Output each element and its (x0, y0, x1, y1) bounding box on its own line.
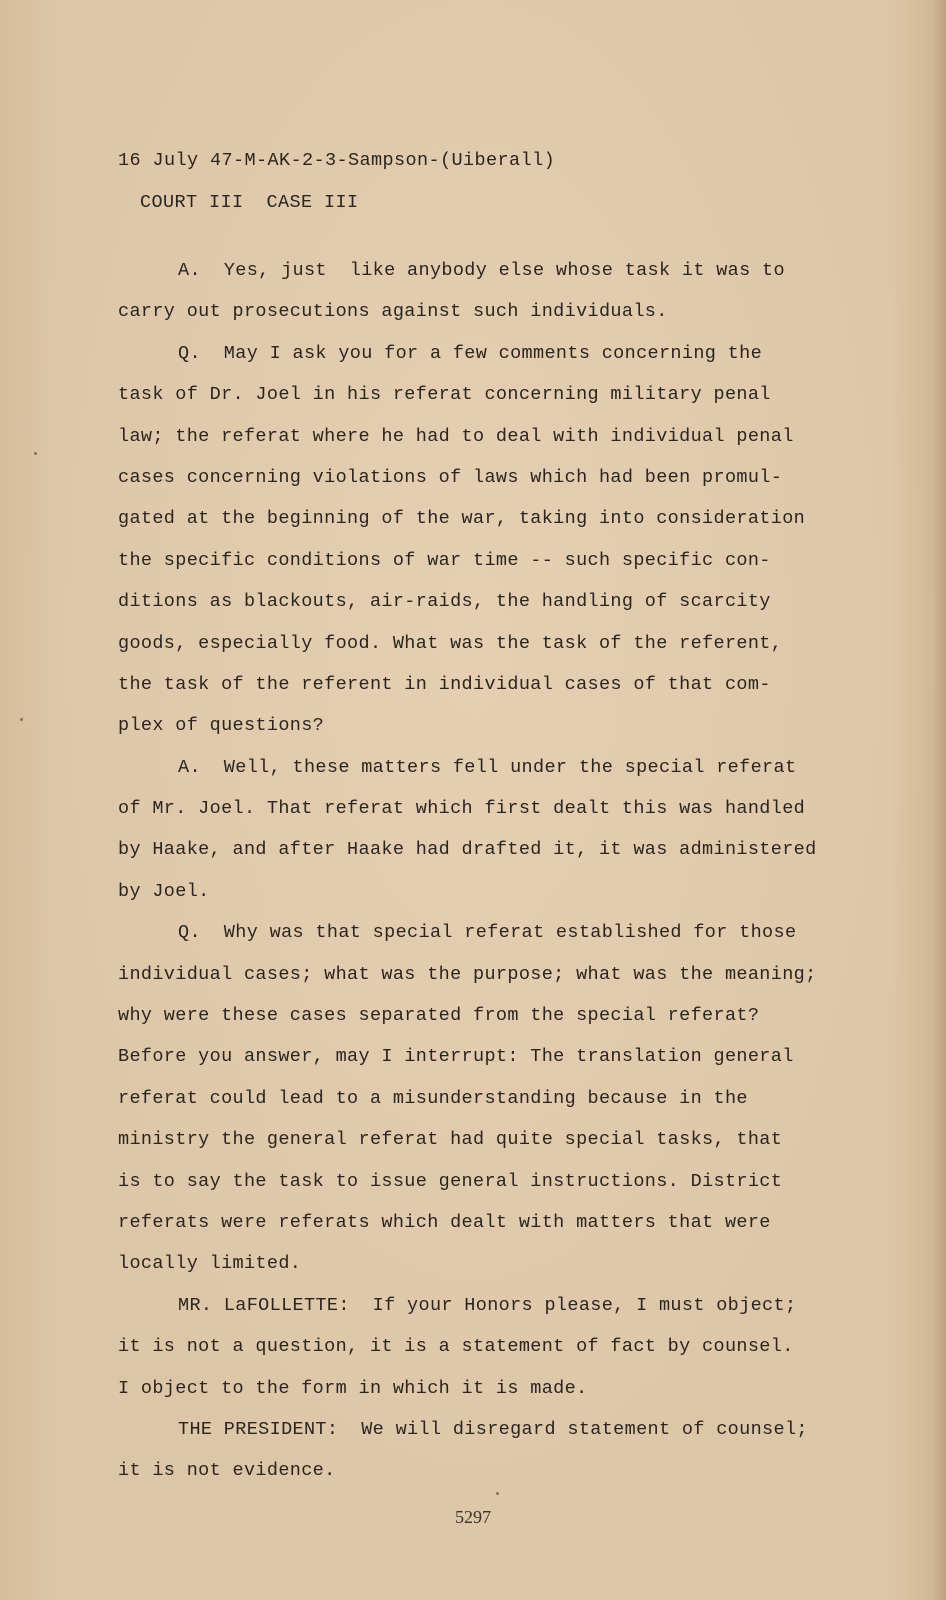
transcript-line: cases concerning violations of laws which had been promul- (118, 466, 783, 488)
transcript-line: MR. LaFOLLETTE: If your Honors please, I must object; (178, 1294, 797, 1316)
transcript-line: by Joel. (118, 880, 210, 902)
paper-speck (34, 452, 37, 455)
transcript-line: the specific conditions of war time -- such specific con- (118, 549, 771, 571)
paper-speck (496, 1492, 499, 1495)
transcript-body (118, 250, 878, 1492)
transcript-line: law; the referat where he had to deal with individual penal (118, 425, 794, 447)
transcript-line: referats were referats which dealt with matters that were (118, 1211, 771, 1233)
transcript-line: Before you answer, may I interrupt: The translation general (118, 1046, 794, 1068)
document-header-reference: 16 July 47-M-AK-2-3-Sampson-(Uiberall) (118, 150, 556, 171)
transcript-line: by Haake, and after Haake had drafted it, it was administered (118, 839, 817, 861)
transcript-line: I object to the form in which it is made. (118, 1377, 588, 1399)
transcript-line: goods, especially food. What was the task of the referent, (118, 632, 783, 654)
page-edge-shadow (932, 0, 946, 1600)
transcript-line: it is not a question, it is a statement of fact by counsel. (118, 1336, 794, 1358)
transcript-line: carry out prosecutions against such individuals. (118, 301, 668, 323)
transcript-line: THE PRESIDENT: We will disregard statement of counsel; (178, 1418, 808, 1440)
transcript-line: is to say the task to issue general instructions. District (118, 1170, 783, 1192)
transcript-line: of Mr. Joel. That referat which first dealt this was handled (118, 798, 806, 820)
document-header-court: COURT III CASE III (140, 192, 359, 213)
transcript-line: it is not evidence. (118, 1460, 336, 1482)
transcript-line: Q. May I ask you for a few comments concerning the (178, 342, 763, 364)
transcript-line: task of Dr. Joel in his referat concerning military penal (118, 384, 771, 406)
transcript-line: Q. Why was that special referat established for those (178, 922, 797, 944)
transcript-line: why were these cases separated from the special referat? (118, 1005, 760, 1027)
transcript-line: A. Yes, just like anybody else whose task it was to (178, 260, 785, 281)
transcript-line: gated at the beginning of the war, taking into consideration (118, 508, 806, 530)
page-number: 5297 (455, 1507, 491, 1527)
paper-speck (20, 718, 23, 721)
transcript-line: ministry the general referat had quite special tasks, that (118, 1129, 783, 1151)
transcript-line: the task of the referent in individual cases of that com- (118, 673, 771, 695)
transcript-line: ditions as blackouts, air-raids, the handling of scarcity (118, 591, 771, 613)
transcript-line: locally limited. (118, 1253, 302, 1275)
transcript-line: individual cases; what was the purpose; what was the meaning; (118, 963, 817, 985)
transcript-line: referat could lead to a misunderstanding because in the (118, 1087, 748, 1109)
transcript-line: A. Well, these matters fell under the special referat (178, 756, 797, 778)
transcript-line: plex of questions? (118, 715, 325, 737)
